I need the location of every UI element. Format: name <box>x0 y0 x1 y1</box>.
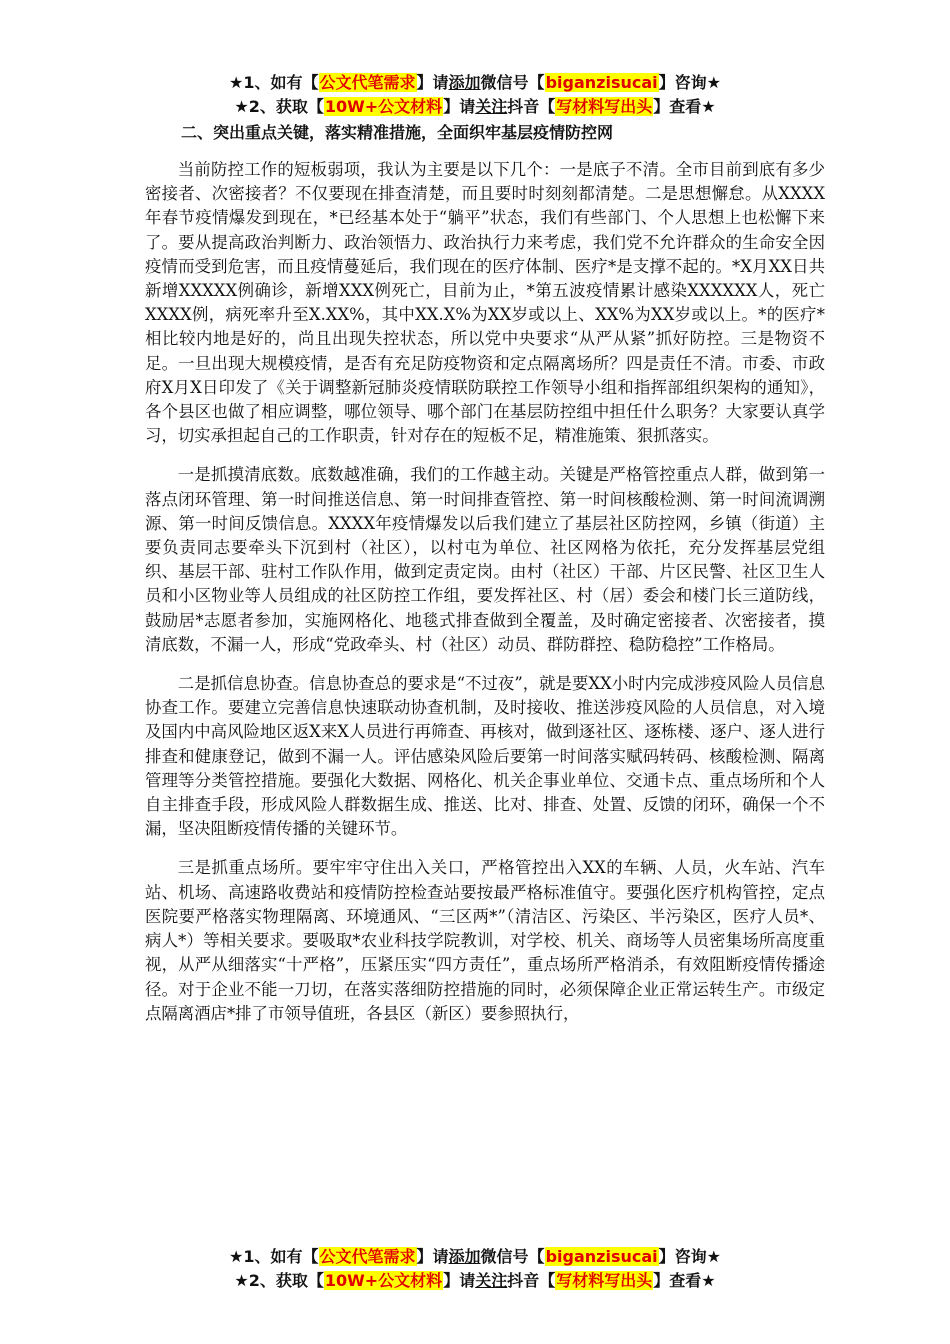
paragraph: 三是抓重点场所。要牢牢守住出入关口，严格管控出入XX的车辆、人员，火车站、汽车站、机场、高速路收费站和疫情防控检查站要按最严格标准值守。要强化医疗机构管控，定点医院要严格落实物理隔离、环境通风、“三区两*”（清洁区、污染区、半污染区，医疗人员*、病人*）等相关要求。要吸取*农业科技学院教训，对学校、机关、商场等人员密集场所高度重视，从严从细落实“十严格”，压紧压实“四方责任”，重点场所严格消杀，有效阻断疫情传播途径。对于企业不能一刀切，在落实落细防控措施的同时，必须保障企业正常运转生产。市级定点隔离酒店*排了市领导值班，各县区（新区）要参照执行， <box>145 858 825 1023</box>
banner-underline: 关注 <box>475 1271 508 1290</box>
paragraph: 一是抓摸清底数。底数越准确，我们的工作越主动。关键是严格管控重点人群，做到第一落点闭环管理、第一时间推送信息、第一时间排查管控、第一时间核酸检测、第一时间流调溯源、第一时间反馈信息。XXXX年疫情爆发以后我们建立了基层社区防控网，乡镇（街道）主要负责同志要牵头下沉到村（社区），以村屯为单位、社区网格为依托，充分发挥基层党组织、基层干部、驻村工作队作用，做到定责定岗。由村（社区）干部、片区民警、社区卫生人员和小区物业等人员组成的社区防控工作组，要发挥社区、村（居）委会和楼门长三道防线，鼓励居*志愿者参加，实施网格化、地毯式排查做到全覆盖，及时确定密接者、次密接者，摸清底数，不漏一人，形成“党政牵头、村（社区）动员、群防群控、稳防稳控”工作格局。 <box>145 465 825 654</box>
promo-banner-line-1-bottom <box>0 1246 950 1268</box>
banner-underline: 添加 <box>448 73 481 92</box>
document-body <box>145 120 825 1041</box>
banner-text: ★2、获取【 <box>234 1271 324 1290</box>
banner-text: 】查看★ <box>653 1271 716 1290</box>
banner-text: ★2、获取【 <box>234 97 324 116</box>
banner-text: ★1、如有【 <box>229 1247 319 1266</box>
paragraph: 二是抓信息协查。信息协查总的要求是“不过夜”，就是要XX小时内完成涉疫风险人员信息协查工作。要建立完善信息快速联动协查机制，及时接收、推送涉疫风险的人员信息，对入境及国内中高风险地区返X来X人员进行再筛查、再核对，做到逐社区、逐栋楼、逐户、逐人进行排查和健康登记，做到不漏一人。评估感染风险后要第一时间落实赋码转码、核酸检测、隔离管理等分类管控措施。要强化大数据、网格化、机关企事业单位、交通卡点、重点场所和个人自主排查手段，形成风险人群数据生成、推送、比对、排查、处置、反馈的闭环，确保一个不漏，坚决阻断疫情传播的关键环节。 <box>145 674 825 839</box>
banner-highlight: 写材料写出头 <box>556 1271 653 1290</box>
banner-highlight: 公文代笔需求 <box>319 73 416 92</box>
banner-text: 】请 <box>443 97 476 116</box>
banner-underline: 添加 <box>448 1247 481 1266</box>
banner-highlight: 公文代笔需求 <box>319 1247 416 1266</box>
promo-banner-line-2 <box>0 96 950 118</box>
promo-banner-line-1 <box>0 72 950 94</box>
banner-text: 】请 <box>416 73 449 92</box>
banner-text: 】查看★ <box>653 97 716 116</box>
banner-text: 抖音【 <box>507 1271 556 1290</box>
banner-highlight: 10W+公文材料 <box>324 1271 443 1290</box>
section-heading: 二、突出重点关键，落实精准措施，全面织牢基层疫情防控网 <box>181 123 614 142</box>
banner-text: ★1、如有【 <box>229 73 319 92</box>
banner-text: 微信号【 <box>480 1247 545 1266</box>
banner-text: 抖音【 <box>507 97 556 116</box>
banner-text: 】咨询★ <box>658 1247 721 1266</box>
paragraph: 当前防控工作的短板弱项，我认为主要是以下几个：一是底子不清。全市目前到底有多少密接者、次密接者？不仅要现在排查清楚，而且要时时刻刻都清楚。二是思想懈怠。从XXXX年春节疫情爆发到现在，*已经基本处于“躺平”状态，我们有些部门、个人思想上也松懈下来了。要从提高政治判断力、政治领悟力、政治执行力来考虑，我们党不允许群众的生命安全因疫情而受到危害，而且疫情蔓延后，我们现在的医疗体制、医疗*是支撑不起的。*X月XX日共新增XXXXX例确诊，新增XXX例死亡，目前为止，*第五波疫情累计感染XXXXXX人，死亡XXXX例，病死率升至X.XX%，其中XX.X%为XX岁或以上、XX%为XX岁或以上。*的医疗*相比较内地是好的，尚且出现失控状态，所以党中央要求“从严从紧”抓好防控。三是物资不足。一旦出现大规模疫情，是否有充足防疫物资和定点隔离场所？四是责任不清。市委、市政府X月X日印发了《关于调整新冠肺炎疫情联防联控工作领导小组和指挥部组织架构的通知》，各个县区也做了相应调整，哪位领导、哪个部门在基层防控组中担任什么职务？大家要认真学习，切实承担起自己的工作职责，针对存在的短板不足，精准施策、狠抓落实。 <box>145 160 825 446</box>
banner-highlight: 写材料写出头 <box>556 97 653 116</box>
banner-text: 】请 <box>443 1271 476 1290</box>
banner-highlight: biganzisucai <box>545 1247 658 1266</box>
promo-banner-line-2-bottom <box>0 1270 950 1292</box>
banner-text: 微信号【 <box>480 73 545 92</box>
banner-text: 】咨询★ <box>658 73 721 92</box>
banner-highlight: biganzisucai <box>545 73 658 92</box>
banner-highlight: 10W+公文材料 <box>324 97 443 116</box>
banner-text: 】请 <box>416 1247 449 1266</box>
banner-underline: 关注 <box>475 97 508 116</box>
